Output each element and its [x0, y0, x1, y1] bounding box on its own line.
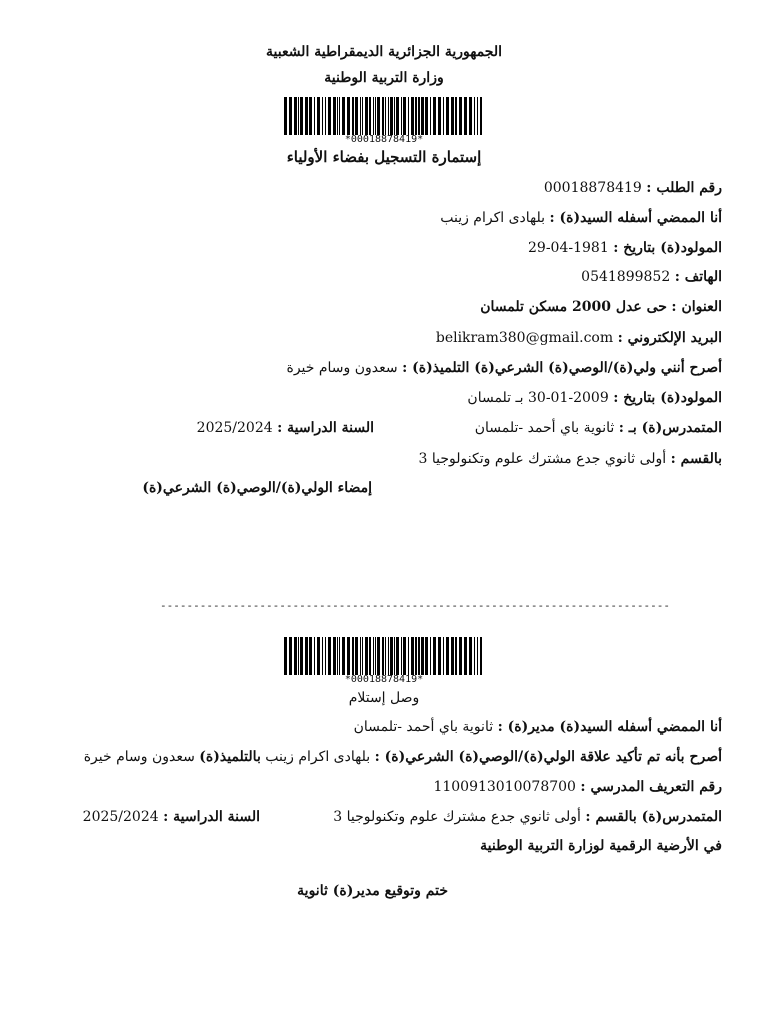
barcode-bar [425, 97, 428, 135]
barcode-bar [382, 97, 384, 135]
barcode-bar [451, 97, 454, 135]
email-value: belikram380@gmail.com [435, 330, 614, 346]
barcode-top [0, 97, 768, 145]
barcode-bar [352, 97, 354, 135]
barcode-bar [385, 637, 386, 675]
barcode-bar [446, 97, 449, 135]
barcode-bar [469, 637, 472, 675]
receipt-year-label: السنة الدراسية : [163, 809, 260, 825]
barcode-bar [337, 637, 338, 675]
director-line [354, 719, 722, 735]
guardian-dob-line [528, 240, 722, 256]
address-line [480, 299, 722, 315]
barcode-bar [328, 637, 331, 675]
barcode-bar [401, 97, 402, 135]
class-line [419, 451, 722, 467]
barcode-bar [314, 637, 315, 675]
barcode-bar [289, 97, 292, 135]
barcode-bar [362, 637, 363, 675]
barcode-bar [394, 97, 395, 135]
barcode-bar [314, 97, 315, 135]
barcode-bar [464, 637, 467, 675]
barcode-bar [309, 637, 312, 675]
barcode-bar [294, 637, 297, 675]
barcode-bar [480, 637, 482, 675]
barcode-bar [396, 637, 399, 675]
barcode-bar [443, 97, 444, 135]
barcode-bar [418, 97, 420, 135]
barcode-bar [375, 637, 376, 675]
header-republic: الجمهورية الجزائرية الديمقراطية الشعبية [265, 44, 502, 60]
receipt-class-line [333, 809, 722, 825]
barcode-bar [446, 637, 449, 675]
barcode-bar [328, 97, 331, 135]
barcode-bar [438, 637, 441, 675]
barcode-bar [430, 637, 431, 675]
barcode-bar [464, 97, 467, 135]
barcode-bar [365, 637, 368, 675]
receipt-title: وصل إستلام [348, 690, 420, 706]
barcode-bar [339, 97, 340, 135]
director-school: ثانوية باي أحمد -تلمسان [353, 719, 494, 735]
barcode-bar [369, 97, 371, 135]
student-name: سعدون وسام خيرة [286, 360, 398, 376]
school-id-value: 1100913010078700 [433, 779, 576, 795]
barcode-bar [339, 637, 340, 675]
student-dob-label: المولود(ة) بتاريخ : [613, 390, 722, 406]
barcode-bar [305, 97, 308, 135]
barcode-bar [469, 97, 472, 135]
confirm-label: أصرح بأنه تم تأكيد علاقة الولي(ة)/الوصي(ة) الشرعي(ة) : [374, 749, 722, 765]
school-label: المتمدرس(ة) بـ : [618, 420, 722, 436]
barcode-bar [382, 637, 384, 675]
director-stamp-label: ختم وتوقيع مدير(ة) ثانوية [297, 883, 448, 899]
barcode-bar [373, 97, 374, 135]
email-label: البريد الإلكتروني : [617, 330, 722, 346]
declaration-label: أصرح أنني ولي(ة)/الوصي(ة) الشرعي(ة) التلميذ(ة) : [402, 360, 722, 376]
barcode-bar [355, 637, 358, 675]
barcode-bar [300, 637, 303, 675]
barcode-bar [342, 637, 345, 675]
school-year-value: 2025/2024 [196, 420, 273, 436]
platform-text: في الأرضية الرقمية لوزارة التربية الوطنية [480, 838, 722, 854]
barcode-bar [480, 97, 482, 135]
class-label: بالقسم : [670, 451, 722, 467]
barcode-bar [425, 637, 428, 675]
address-value: حى عدل 2000 مسكن تلمسان [480, 299, 667, 315]
barcode-bar [309, 97, 312, 135]
barcode-bar [337, 97, 338, 135]
barcode-bar [365, 97, 368, 135]
barcode-bar [305, 637, 308, 675]
school-id-label: رقم التعريف المدرسي : [580, 779, 722, 795]
barcode-bar [294, 97, 297, 135]
student-dob-value: 2009-01-30 بـ تلمسان [467, 390, 609, 406]
receipt-class-label: المتمدرس(ة) بالقسم : [585, 809, 722, 825]
barcode-bar [418, 637, 420, 675]
confirm-line [84, 749, 722, 765]
barcode-bar [298, 637, 299, 675]
barcode-bar [477, 637, 478, 675]
guardian-dob-label: المولود(ة) بتاريخ : [613, 240, 722, 256]
barcode-bar [375, 97, 376, 135]
barcode-bar [352, 637, 354, 675]
confirm-student: سعدون وسام خيرة [83, 749, 195, 765]
phone-value: 0541899852 [581, 269, 671, 285]
barcode-bar [394, 637, 395, 675]
barcode-bar [360, 637, 361, 675]
barcode-bar [325, 97, 326, 135]
barcode-bar [415, 637, 417, 675]
barcode-bar [284, 637, 287, 675]
barcode-bars [282, 637, 487, 675]
barcode-bar [455, 97, 457, 135]
barcode-bar [430, 97, 431, 135]
barcode-bar [373, 637, 374, 675]
barcode-bar [377, 97, 380, 135]
guardian-name: بلهادى اكرام زينب [440, 210, 546, 226]
phone-line [581, 269, 722, 285]
barcode-bar [388, 97, 389, 135]
barcode-bar [342, 97, 345, 135]
barcode-bar [390, 97, 393, 135]
barcode-bottom [0, 637, 768, 685]
barcode-bar [401, 637, 402, 675]
guardian-line [440, 210, 722, 226]
barcode-bar [451, 637, 454, 675]
barcode-bar [474, 97, 475, 135]
barcode-bar [298, 97, 299, 135]
barcode-bar [459, 637, 462, 675]
barcode-bar [433, 97, 436, 135]
barcode-bar [369, 637, 371, 675]
barcode-bars [282, 97, 487, 135]
barcode-bar [421, 97, 424, 135]
barcode-bar [289, 637, 292, 675]
barcode-bar [317, 97, 320, 135]
guardian-label: أنا الممضي أسفله السيد(ة) : [549, 210, 722, 226]
barcode-bar [477, 97, 478, 135]
barcode-bar [443, 637, 444, 675]
barcode-bar [322, 637, 323, 675]
student-dob-line [467, 390, 722, 406]
barcode-bar [411, 97, 414, 135]
email-line [436, 330, 722, 346]
barcode-bar [408, 97, 409, 135]
class-value: أولى ثانوي جدع مشترك علوم وتكنولوجيا 3 [418, 451, 667, 467]
address-label: العنوان : [671, 299, 722, 315]
barcode-bar [421, 637, 424, 675]
barcode-bar [325, 637, 326, 675]
barcode-code: *00018878419* [344, 674, 424, 685]
school-value: ثانوية باي أحمد -تلمسان [474, 420, 615, 436]
header-ministry: وزارة التربية الوطنية [324, 70, 444, 86]
school-year-label: السنة الدراسية : [277, 420, 374, 436]
guardian-signature-label: إمضاء الولي(ة)/الوصي(ة) الشرعي(ة) [142, 480, 372, 496]
barcode-bar [333, 97, 336, 135]
request-number-value: 00018878419 [543, 180, 642, 196]
barcode-bar [411, 637, 414, 675]
barcode-bar [408, 637, 409, 675]
barcode-bar [362, 97, 363, 135]
barcode-bar [377, 637, 380, 675]
barcode-bar [396, 97, 399, 135]
director-label: أنا الممضي أسفله السيد(ة) مدير(ة) : [497, 719, 722, 735]
barcode-bar [474, 637, 475, 675]
barcode-bar [459, 97, 462, 135]
request-number-line [544, 180, 722, 196]
phone-label: الهاتف : [674, 269, 722, 285]
receipt-year-line [83, 809, 260, 825]
barcode-bar [322, 97, 323, 135]
barcode-bar [403, 637, 406, 675]
barcode-bar [300, 97, 303, 135]
barcode-bar [284, 97, 287, 135]
barcode-bar [347, 97, 350, 135]
barcode-bar [360, 97, 361, 135]
confirm-mid: بالتلميذ(ة) [199, 749, 261, 765]
barcode-bar [385, 97, 386, 135]
barcode-bar [433, 637, 436, 675]
barcode-bar [333, 637, 336, 675]
barcode-bar [355, 97, 358, 135]
form-title: إستمارة التسجيل بفضاء الأولياء [286, 148, 482, 166]
school-line [475, 420, 722, 436]
barcode-code: *00018878419* [344, 134, 424, 145]
cut-separator: ----------------------------------------------------------------------------- [160, 599, 670, 612]
barcode-bar [390, 637, 393, 675]
barcode-bar [415, 97, 417, 135]
school-id-line [433, 779, 722, 795]
barcode-bar [438, 97, 441, 135]
receipt-year-value: 2025/2024 [82, 809, 159, 825]
receipt-class-value: أولى ثانوي جدع مشترك علوم وتكنولوجيا 3 [333, 809, 581, 825]
request-number-label: رقم الطلب : [646, 180, 722, 196]
confirm-guardian: بلهادى اكرام زينب [265, 749, 371, 765]
barcode-bar [317, 637, 320, 675]
guardian-dob-value: 1981-04-29 [527, 240, 609, 256]
barcode-bar [403, 97, 406, 135]
barcode-bar [388, 637, 389, 675]
barcode-bar [347, 637, 350, 675]
barcode-bar [455, 637, 457, 675]
school-year-line [197, 420, 374, 436]
declaration-line [286, 360, 722, 376]
